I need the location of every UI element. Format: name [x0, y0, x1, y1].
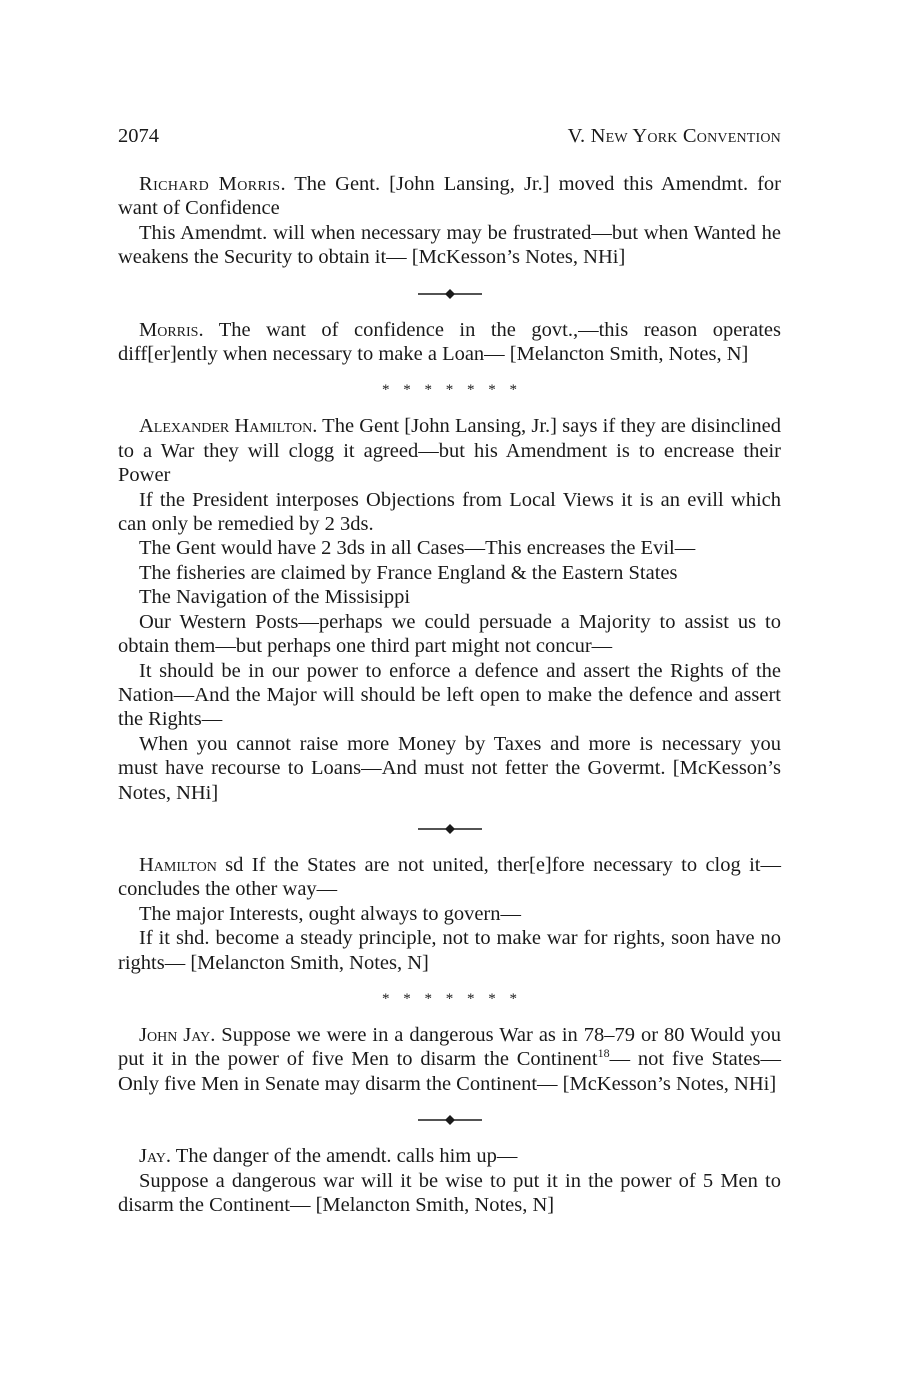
paragraph-text: . The Gent. [John Lansing, Jr.] moved this Amendmt. for want of Confidence: [118, 173, 782, 220]
speaker-name: Hamilton: [139, 853, 217, 876]
section-divider: [118, 1096, 781, 1144]
paragraph-text: . The Gent [John Lansing, Jr.] says if they are disinclined to a War they will clogg it agreed—but his Amendment is to encrease their Power: [118, 415, 781, 487]
paragraph: The fisheries are claimed by France England & the Eastern States: [139, 561, 678, 584]
paragraph: When you cannot raise more Money by Taxes and more is necessary you must have recourse to Loans—And must not fetter the Govermt. [McKesson’s Notes, NHi]: [118, 732, 781, 804]
paragraph: [118, 318, 781, 367]
paragraph-text: . Suppose we were in a dangerous War as in 78–79 or 80 Would you put it in the power of five Men to disarm the Continent: [118, 1023, 781, 1071]
paragraph: This Amendmt. will when necessary may be frustrated—but when Wanted he weakens the Security to obtain it— [McKesson’s Notes, NHi]: [118, 221, 781, 269]
page-number: 2074: [118, 125, 159, 147]
running-head: V. New York Convention: [567, 125, 781, 147]
paragraph: [118, 1144, 781, 1168]
page-header: [118, 122, 781, 150]
paragraph: [118, 414, 781, 487]
paragraph: It should be in our power to enforce a defence and assert the Rights of the Nation—And the Major will should be left open to make the defence and assert the Rights—: [118, 659, 781, 731]
paragraph: The Gent would have 2 3ds in all Cases—This encreases the Evil—: [139, 537, 696, 560]
paragraph: The major Interests, ought always to govern—: [139, 902, 522, 925]
paragraph-text: sd If the States are not united, ther[e]fore necessary to clog it—concludes the other way—: [118, 853, 781, 901]
paragraph-text: . The danger of the amendt. calls him up—: [165, 1145, 518, 1168]
diamond-rule-icon: [418, 288, 482, 300]
paragraph: The Navigation of the Missisippi: [139, 586, 411, 609]
section-divider: [118, 805, 781, 853]
speaker-name: Morris: [139, 318, 199, 341]
footnote-ref[interactable]: 18: [597, 1046, 610, 1061]
paragraph-text: . The want of confidence in the govt.,—this reason operates diff[er]ently when necessary to make a Loan— [Melancton Smith, Notes, N]: [118, 318, 781, 366]
paragraph: [118, 172, 781, 221]
speaker-name: John Jay: [139, 1023, 211, 1046]
speaker-name: Alexander Hamilton: [139, 415, 313, 438]
paragraph: Suppose a dangerous war will it be wise to put it in the power of 5 Men to disarm the Continent— [Melancton Smith, Notes, N]: [118, 1169, 781, 1216]
diamond-rule-icon: [418, 1114, 482, 1126]
paragraph: Our Western Posts—perhaps we could persuade a Majority to assist us to obtain them—but perhaps one third part might not concur—: [118, 610, 781, 658]
paragraph: [118, 853, 781, 902]
paragraph: If the President interposes Objections from Local Views it is an evill which can only be remedied by 2 3ds.: [118, 488, 781, 536]
speaker-name: Richard Morris: [139, 173, 281, 195]
speaker-name: Jay: [139, 1145, 166, 1168]
paragraph-text: —: [609, 1048, 631, 1071]
section-break-stars: * * * * * * *: [382, 382, 522, 399]
diamond-rule-icon: [418, 823, 482, 835]
paragraph: [118, 1023, 781, 1096]
section-break-stars: * * * * * * *: [382, 990, 522, 1007]
document-body: [118, 172, 781, 1217]
section-divider: [118, 270, 781, 318]
paragraph: If it shd. become a steady principle, not to make war for rights, soon have no rights— [Melancton Smith, Notes, N]: [118, 927, 781, 974]
paragraph-text: not five States—Only five Men in Senate may disarm the Continent— [McKesson’s Notes, NHi]: [118, 1048, 781, 1095]
